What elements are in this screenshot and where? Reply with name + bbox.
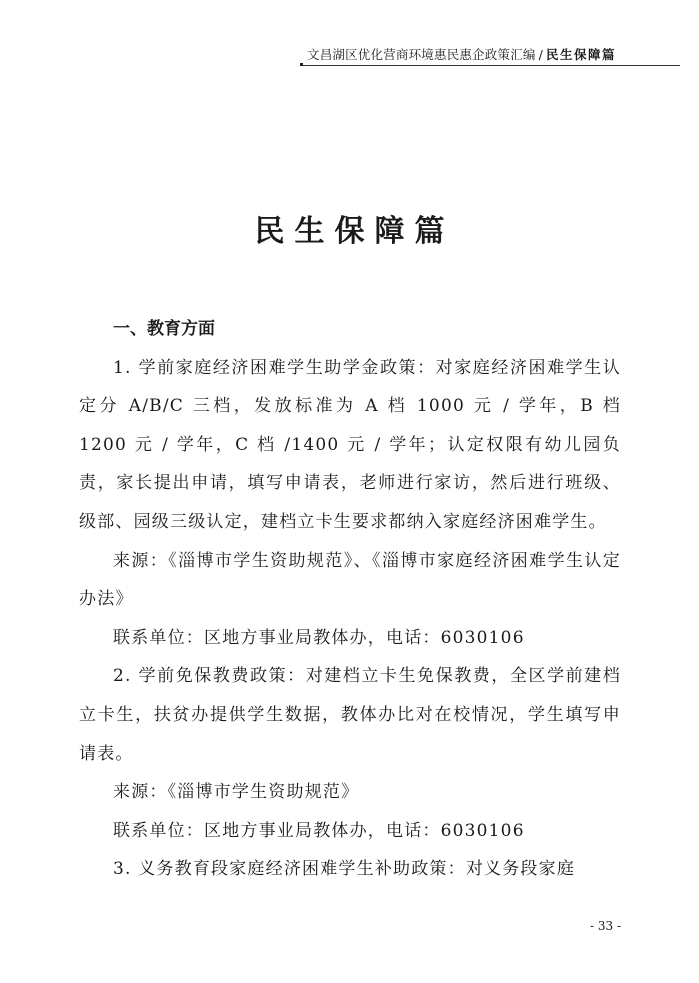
policy-paragraph-2: 2. 学前免保教费政策：对建档立卡生免保教费，全区学前建档立卡生，扶贫办提供学生数据，教体办比对在校情况，学生填写申请表。 [79, 666, 621, 764]
header-rule [300, 65, 680, 66]
header-text [307, 45, 616, 63]
page-title: 民生保障篇 [254, 214, 455, 249]
contact-line-1: 联系单位：区地方事业局教体办，电话：6030106 [113, 627, 525, 648]
header-book-title: 文昌湖区优化营商环境惠民惠企政策汇编 [307, 47, 536, 62]
section-heading: 一、教育方面 [113, 319, 215, 339]
policy-paragraph-1: 1. 学前家庭经济困难学生助学金政策：对家庭经济困难学生认定分 A/B/C 三档，发放标准为 A 档 1000 元 / 学年，B 档 1200 元 / 学年，C 档 /1400 元 / 学年；认定权限有幼儿园负责，家长提出申请，填写申请表，老师进行家访，然后进行班级、级部、园级三级认定，建档立卡生要求都纳入家庭经济困难学生。 [79, 357, 621, 532]
policy-paragraph-3: 3. 义务教育段家庭经济困难学生补助政策：对义务段家庭 [113, 859, 576, 880]
source-line-2: 来源：《淄博市学生资助规范》 [113, 782, 360, 803]
header-mark [300, 63, 303, 66]
source-paragraph-1: 来源：《淄博市学生资助规范》、《淄博市家庭经济困难学生认定办法》 [79, 550, 621, 610]
header-divider: / [538, 47, 544, 62]
running-header [300, 44, 680, 66]
contact-line-2: 联系单位：区地方事业局教体办，电话：6030106 [113, 820, 525, 841]
page-number: - 33 - [590, 919, 622, 933]
header-section-name: 民生保障篇 [546, 47, 617, 62]
document-body [79, 310, 621, 889]
